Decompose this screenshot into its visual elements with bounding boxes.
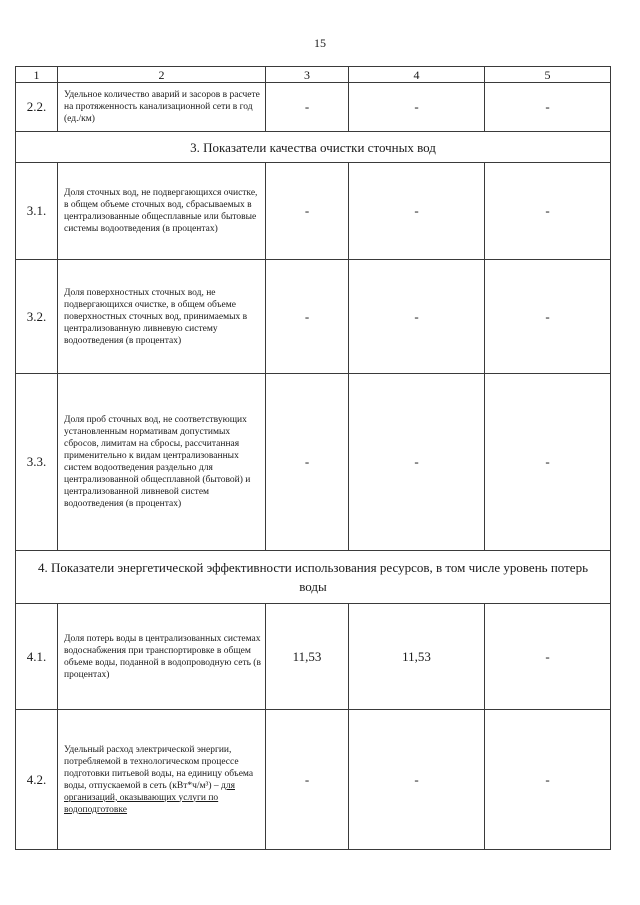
row-description: Доля потерь воды в централизованных системах водоснабжения при транспортировке в общем объеме воды, поданной в водопроводную сеть (в процентах) <box>58 604 266 710</box>
row-value-col5: - <box>485 83 611 132</box>
row-description <box>58 710 266 850</box>
row-value-col3: - <box>266 260 349 374</box>
table-row <box>16 710 611 850</box>
row-value-col4: - <box>349 710 485 850</box>
table-row <box>16 260 611 374</box>
table-row <box>16 374 611 551</box>
row-description-underlined: для организаций, оказывающих услуги по водоподготовке <box>64 780 235 815</box>
row-description-main: Удельный расход электрической энергии, потребляемой в технологическом процессе подготовки питьевой воды, на единицу объема воды, отпускаемой в сеть (кВт*ч/м³) – <box>64 744 254 791</box>
row-value-col4: - <box>349 260 485 374</box>
row-description: Доля сточных вод, не подвергающихся очистке, в общем объеме сточных вод, сбрасываемых в централизованные общесплавные или бытовые системы водоотведения (в процентах) <box>58 163 266 260</box>
table-row <box>16 83 611 132</box>
row-value-col5: - <box>485 604 611 710</box>
row-number: 4.2. <box>16 710 58 850</box>
section-header-row <box>16 551 611 604</box>
row-value-col5: - <box>485 260 611 374</box>
table-header-row <box>16 67 611 83</box>
row-value-col3: - <box>266 163 349 260</box>
row-value-col4: - <box>349 163 485 260</box>
row-value-col3: - <box>266 83 349 132</box>
row-description: Доля поверхностных сточных вод, не подвергающихся очистке, в общем объеме поверхностных сточных вод, принимаемых в централизованную ливневую систему водоотведения (в процентах) <box>58 260 266 374</box>
row-description: Доля проб сточных вод, не соответствующих установленным нормативам допустимых сбросов, лимитам на сбросы, рассчитанная применительно к видам централизованных систем водоотведения раздельно для централизованной общесплавной (бытовой) и централизованной ливневой систем водоотведения (в процентах) <box>58 374 266 551</box>
row-number: 2.2. <box>16 83 58 132</box>
row-value-col5: - <box>485 163 611 260</box>
section-3-title: 3. Показатели качества очистки сточных вод <box>16 132 611 163</box>
row-value-col5: - <box>485 374 611 551</box>
row-value-col4: - <box>349 83 485 132</box>
row-value-col3: - <box>266 710 349 850</box>
row-number: 3.3. <box>16 374 58 551</box>
page-number: 15 <box>314 36 326 50</box>
section-header-row <box>16 132 611 163</box>
header-cell: 4 <box>349 67 485 83</box>
row-number: 4.1. <box>16 604 58 710</box>
row-description: Удельное количество аварий и засоров в расчете на протяженность канализационной сети в год (ед./км) <box>58 83 266 132</box>
row-value-col3: - <box>266 374 349 551</box>
table-row <box>16 604 611 710</box>
row-value-col4: - <box>349 374 485 551</box>
header-cell: 1 <box>16 67 58 83</box>
row-value-col4: 11,53 <box>349 604 485 710</box>
table-row <box>16 163 611 260</box>
indicators-table <box>15 66 611 850</box>
row-value-col3: 11,53 <box>266 604 349 710</box>
header-cell: 2 <box>58 67 266 83</box>
row-number: 3.1. <box>16 163 58 260</box>
header-cell: 5 <box>485 67 611 83</box>
section-4-title: 4. Показатели энергетической эффективности использования ресурсов, в том числе уровень потерь воды <box>16 551 611 604</box>
row-number: 3.2. <box>16 260 58 374</box>
row-value-col5: - <box>485 710 611 850</box>
header-cell: 3 <box>266 67 349 83</box>
